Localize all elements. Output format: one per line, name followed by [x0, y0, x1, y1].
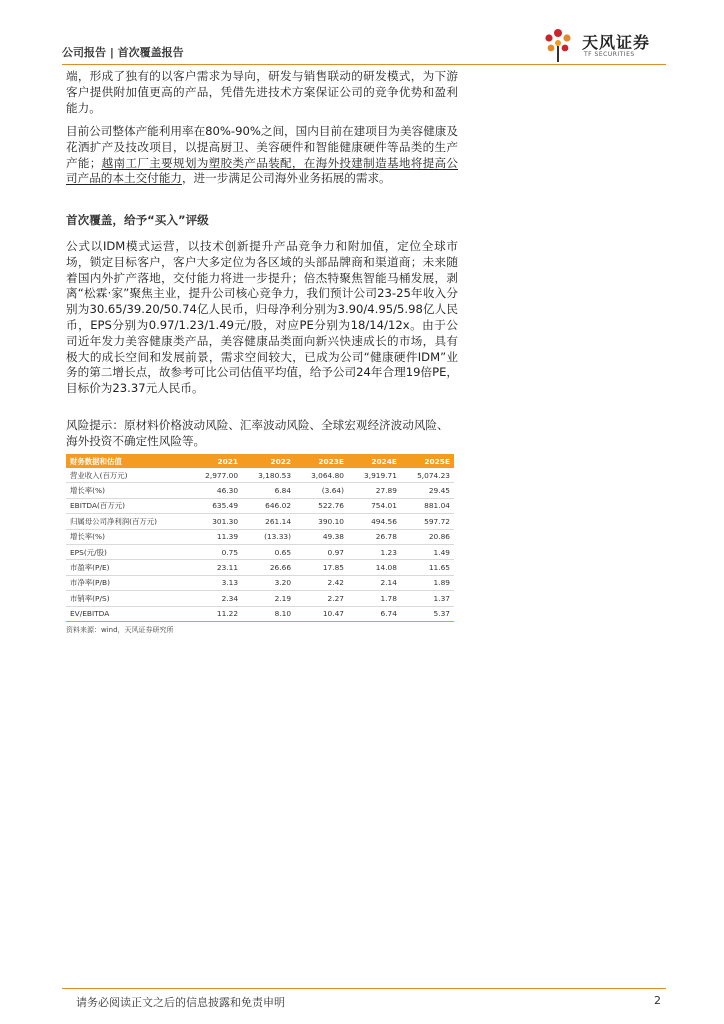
logo-text-en: TF SECURITIES [584, 51, 635, 58]
value-cell: 5,074.23 [401, 468, 454, 483]
value-cell: 29.45 [401, 483, 454, 498]
paragraph-rd-model: 端，形成了独有的以客户需求为导向，研发与销售联动的研发模式，为下游客户提供附加值更高的产品，凭借先进技术方案保证公司的竞争优势和盈利能力。 [66, 69, 458, 115]
value-cell: 8.10 [242, 606, 295, 621]
value-cell: 301.30 [189, 514, 242, 529]
value-cell: 5.37 [401, 606, 454, 621]
table-row [66, 591, 454, 606]
value-cell: 3,064.80 [295, 468, 348, 483]
paragraph-valuation: 公式以IDM模式运营，以技术创新提升产品竞争力和附加值，定位全球市场，锁定目标客户，客户大多定位为各区域的头部品牌商和渠道商；未来随着国内外扩产落地，交付能力将进一步提升；倍杰特聚焦智能马桶发展，剥离“松霖·家”聚焦主业，提升公司核心竞争力，我们预计公司23-25年收入分别为30.65/39.20/50.74亿人民币，归母净利分别为3.90/4.95/5.98亿人民币，EPS分别为0.97/1.23/1.49元/股，对应PE分别为18/14/12x。由于公司近年发力美容健康类产品，美容健康品类面向新兴快速成长的市场，具有极大的成长空间和发展前景，需求空间较大，已成为公司“健康硬件IDM”业务的第二增长点，故参考可比公司估值平均值，给予公司24年合理19倍PE，目标价为23.37元人民币。 [66, 239, 458, 396]
value-cell: 11.39 [189, 529, 242, 544]
value-cell: (3.64) [295, 483, 348, 498]
value-cell: 3.13 [189, 575, 242, 590]
value-cell: (13.33) [242, 529, 295, 544]
capacity-text-underlined: 越南工厂主要规划为塑胶类产品装配，在海外投建制造基地将提高公司产品的本土交付能力 [66, 155, 458, 186]
row-label-cell: 市销率(P/S) [66, 591, 189, 606]
table-row [66, 468, 454, 483]
table-row [66, 483, 454, 498]
row-label-cell: 归属母公司净利润(百万元) [66, 514, 189, 529]
footer-disclaimer: 请务必阅读正文之后的信息披露和免责申明 [76, 996, 285, 1009]
value-cell: 646.02 [242, 498, 295, 513]
value-cell: 2.42 [295, 575, 348, 590]
value-cell: 1.23 [348, 544, 401, 559]
value-cell: 635.49 [189, 498, 242, 513]
row-label-cell: 增长率(%) [66, 483, 189, 498]
table-header-cell: 2023E [295, 454, 348, 468]
value-cell: 1.78 [348, 591, 401, 606]
value-cell: 1.37 [401, 591, 454, 606]
logo-flower-icon [538, 24, 578, 64]
row-label-cell: 营业收入(百万元) [66, 468, 189, 483]
table-row [66, 529, 454, 544]
row-label-cell: 市净率(P/B) [66, 575, 189, 590]
section-title-rating: 首次覆盖，给予“买入”评级 [66, 213, 209, 227]
table-header-cell: 2025E [401, 454, 454, 468]
table-header-cell: 2021 [189, 454, 242, 468]
value-cell: 390.10 [295, 514, 348, 529]
paragraph-capacity [66, 124, 458, 187]
row-label-cell: 市盈率(P/E) [66, 560, 189, 575]
value-cell: 6.74 [348, 606, 401, 621]
value-cell: 23.11 [189, 560, 242, 575]
value-cell: 881.04 [401, 498, 454, 513]
value-cell: 2.27 [295, 591, 348, 606]
row-label-cell: EV/EBITDA [66, 606, 189, 621]
table-header-cell: 2022 [242, 454, 295, 468]
value-cell: 522.76 [295, 498, 348, 513]
value-cell: 11.65 [401, 560, 454, 575]
table-body [66, 468, 454, 621]
value-cell: 14.08 [348, 560, 401, 575]
value-cell: 27.89 [348, 483, 401, 498]
header-divider [62, 64, 666, 65]
row-label-cell: 增长率(%) [66, 529, 189, 544]
row-label-cell: EPS(元/股) [66, 544, 189, 559]
logo-text-cn: 天风证券 [582, 33, 651, 52]
table-row [66, 606, 454, 621]
value-cell: 2.34 [189, 591, 242, 606]
value-cell: 261.14 [242, 514, 295, 529]
value-cell: 0.65 [242, 544, 295, 559]
value-cell: 26.78 [348, 529, 401, 544]
table-row [66, 544, 454, 559]
value-cell: 2.19 [242, 591, 295, 606]
footer-divider [62, 988, 666, 989]
value-cell: 20.86 [401, 529, 454, 544]
risk-warning [66, 418, 458, 450]
value-cell: 754.01 [348, 498, 401, 513]
capacity-text-a: 目前公司整体产能利用率在80%-90%之间，国内目前在建项目为美容健康及花洒扩产及技改项目，以提高厨卫、美容硬件和智能健康硬件等品类的生产产能； [66, 124, 458, 170]
value-cell: 6.84 [242, 483, 295, 498]
value-cell: 2,977.00 [189, 468, 242, 483]
table-header-cell: 财务数据和估值 [66, 454, 189, 468]
value-cell: 597.72 [401, 514, 454, 529]
value-cell: 10.47 [295, 606, 348, 621]
value-cell: 11.22 [189, 606, 242, 621]
company-logo [538, 24, 668, 64]
value-cell: 49.38 [295, 529, 348, 544]
table-header-row [66, 454, 454, 468]
risk-text: 原材料价格波动风险、汇率波动风险、全球宏观经济波动风险、海外投资不确定性风险等。 [66, 418, 449, 448]
value-cell: 494.56 [348, 514, 401, 529]
value-cell: 3.20 [242, 575, 295, 590]
report-type-title: 公司报告 | 首次覆盖报告 [62, 46, 184, 59]
value-cell: 1.89 [401, 575, 454, 590]
table-row [66, 498, 454, 513]
financial-table [66, 454, 454, 622]
row-label-cell: EBITDA(百万元) [66, 498, 189, 513]
page-number: 2 [654, 994, 661, 1007]
value-cell: 3,919.71 [348, 468, 401, 483]
table-row [66, 560, 454, 575]
data-source-note: 资料来源：wind，天风证券研究所 [66, 626, 174, 634]
value-cell: 0.97 [295, 544, 348, 559]
table-row [66, 575, 454, 590]
table-header-cell: 2024E [348, 454, 401, 468]
value-cell: 2.14 [348, 575, 401, 590]
value-cell: 26.66 [242, 560, 295, 575]
value-cell: 0.75 [189, 544, 242, 559]
risk-label: 风险提示： [66, 418, 124, 432]
value-cell: 46.30 [189, 483, 242, 498]
value-cell: 3,180.53 [242, 468, 295, 483]
table-row [66, 514, 454, 529]
capacity-text-c: ，进一步满足公司海外业务拓展的需求。 [181, 171, 391, 186]
value-cell: 1.49 [401, 544, 454, 559]
value-cell: 17.85 [295, 560, 348, 575]
